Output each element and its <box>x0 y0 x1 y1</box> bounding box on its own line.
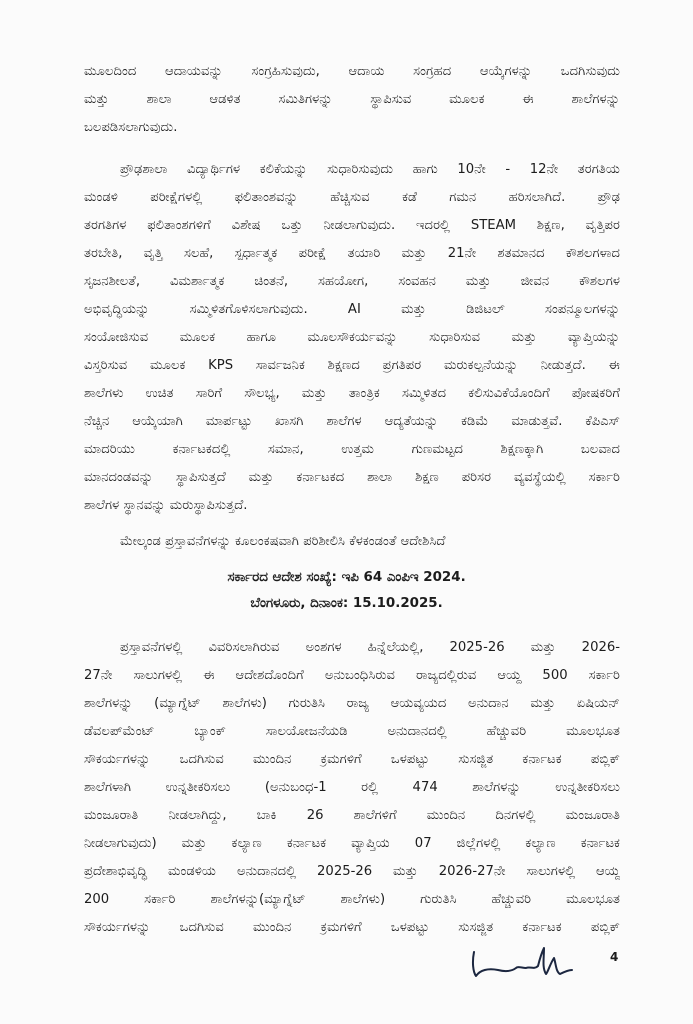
paragraph-1 <box>84 58 620 142</box>
text-line: ತರಗತಿಗಳ ಫಲಿತಾಂಶಗಳಿಗೆ ವಿಶೇಷ ಒತ್ತು ನೀಡಲಾಗುವುದು. ಇದರಲ್ಲಿ STEAM ಶಿಕ್ಷಣ, ವೃತ್ತಿಪರ <box>84 218 620 233</box>
text-line: ಮಂಜೂರಾತಿ ನೀಡಲಾಗಿದ್ದು, ಬಾಕಿ 26 ಶಾಲೆಗಳಿಗೆ ಮುಂದಿನ ದಿನಗಳಲ್ಲಿ ಮಂಜೂರಾತಿ <box>84 808 620 823</box>
text-line: 200 ಸರ್ಕಾರಿ ಶಾಲೆಗಳನ್ನು(ಮ್ಯಾಗ್ನೆಟ್ ಶಾಲೆಗಳು) ಗುರುತಿಸಿ ಹೆಚ್ಚುವರಿ ಮೂಲಭೂತ <box>84 892 620 907</box>
text-line: ಅಭಿವೃದ್ಧಿಯನ್ನು ಸಮ್ಮಿಳಿತಗೊಳಿಸಲಾಗುವುದು. AI ಮತ್ತು ಡಿಜಿಟಲ್ ಸಂಪನ್ಮೂಲಗಳನ್ನು <box>84 302 620 317</box>
text-line: ಮಂಡಳಿ ಪರೀಕ್ಷೆಗಳಲ್ಲಿ ಫಲಿತಾಂಶವನ್ನು ಹೆಚ್ಚಿಸುವ ಕಡೆ ಗಮನ ಹರಿಸಲಾಗಿದೆ. ಪ್ರೌಢ <box>84 190 620 205</box>
text-line: ಸೃಜನಶೀಲತೆ, ವಿಮರ್ಶಾತ್ಮಕ ಚಿಂತನೆ, ಸಹಯೋಗ, ಸಂವಹನ ಮತ್ತು ಜೀವನ ಕೌಶಲಗಳ <box>84 274 620 289</box>
text-line: ಶಾಲೆಗಳನ್ನು (ಮ್ಯಾಗ್ನೆಟ್ ಶಾಲೆಗಳು) ಗುರುತಿಸಿ ರಾಜ್ಯ ಆಯವ್ಯಯದ ಅನುದಾನ ಮತ್ತು ಏಷಿಯನ್ <box>84 696 620 711</box>
signature-icon <box>468 944 576 984</box>
text-line: ಡೆವಲಪ್‌ಮೆಂಟ್ ಬ್ಯಾಂಕ್ ಸಾಲಯೋಜನೆಯಡಿ ಅನುದಾನದಲ್ಲಿ ಹೆಚ್ಚುವರಿ ಮೂಲಭೂತ <box>84 724 620 739</box>
text-line: ಮೂಲದಿಂದ ಆದಾಯವನ್ನು ಸಂಗ್ರಹಿಸುವುದು, ಆದಾಯ ಸಂಗ್ರಹದ ಆಯ್ಕೆಗಳನ್ನು ಒದಗಿಸುವುದು <box>84 64 620 79</box>
text-line: ನೀಡಲಾಗುವುದು) ಮತ್ತು ಕಲ್ಯಾಣ ಕರ್ನಾಟಕ ವ್ಯಾಪ್ತಿಯ 07 ಜಿಲ್ಲೆಗಳಲ್ಲಿ ಕಲ್ಯಾಣ ಕರ್ನಾಟಕ <box>84 836 620 851</box>
order-number: ಸರ್ಕಾರದ ಆದೇಶ ಸಂಖ್ಯೆ: ಇಪಿ 64 ಎಂಪಿಇ 2024. <box>227 570 466 585</box>
text-line: ಸಂಯೋಜಿಸುವ ಮೂಲಕ ಹಾಗೂ ಮೂಲಸೌಕರ್ಯವನ್ನು ಸುಧಾರಿಸುವ ಮತ್ತು ವ್ಯಾಪ್ತಿಯನ್ನು <box>84 330 620 345</box>
paragraph-4 <box>84 634 620 942</box>
text-line: ಮೇಲ್ಕಂಡ ಪ್ರಸ್ತಾವನೆಗಳನ್ನು ಕೂಲಂಕಷವಾಗಿ ಪರಿಶೀಲಿಸಿ ಕೆಳಕಂಡಂತೆ ಆದೇಶಿಸಿದೆ <box>120 534 446 549</box>
page-number: 4 <box>610 950 619 964</box>
text-line: ಶಾಲೆಗಳಾಗಿ ಉನ್ನತೀಕರಿಸಲು (ಅನುಬಂಧ-1 ರಲ್ಲಿ 474 ಶಾಲೆಗಳನ್ನು ಉನ್ನತೀಕರಿಸಲು <box>84 780 620 795</box>
text-line: ಮಾದರಿಯು ಕರ್ನಾಟಕದಲ್ಲಿ ಸಮಾನ, ಉತ್ತಮ ಗುಣಮಟ್ಟದ ಶಿಕ್ಷಣಕ್ಕಾಗಿ ಬಲವಾದ <box>84 442 620 457</box>
text-line: ತರಬೇತಿ, ವೃತ್ತಿ ಸಲಹೆ, ಸ್ಪರ್ಧಾತ್ಮಕ ಪರೀಕ್ಷೆ ತಯಾರಿ ಮತ್ತು 21ನೇ ಶತಮಾನದ ಕೌಶಲಗಳಾದ <box>84 246 620 261</box>
place-date: ಬೆಂಗಳೂರು, ದಿನಾಂಕ: 15.10.2025. <box>250 596 443 611</box>
text-line: ಬಲಪಡಿಸಲಾಗುವುದು. <box>84 120 178 135</box>
text-line: ಸೌಕರ್ಯಗಳನ್ನು ಒದಗಿಸುವ ಮುಂದಿನ ಕ್ರಮಗಳಿಗೆ ಒಳಪಟ್ಟು ಸುಸಜ್ಜಿತ ಕರ್ನಾಟಕ ಪಬ್ಲಿಕ್ <box>84 752 620 767</box>
text-line: ಪ್ರದೇಶಾಭಿವೃದ್ಧಿ ಮಂಡಳಿಯ ಅನುದಾನದಲ್ಲಿ 2025-26 ಮತ್ತು 2026-27ನೇ ಸಾಲುಗಳಲ್ಲಿ ಆಯ್ದ <box>84 864 620 879</box>
text-line: ಸೌಕರ್ಯಗಳನ್ನು ಒದಗಿಸುವ ಮುಂದಿನ ಕ್ರಮಗಳಿಗೆ ಒಳಪಟ್ಟು ಸುಸಜ್ಜಿತ ಕರ್ನಾಟಕ ಪಬ್ಲಿಕ್ <box>84 920 620 935</box>
text-line: 27ನೇ ಸಾಲುಗಳಲ್ಲಿ ಈ ಆದೇಶದೊಂದಿಗೆ ಅನುಬಂಧಿಸಿರುವ ರಾಜ್ಯದಲ್ಲಿರುವ ಆಯ್ದ 500 ಸರ್ಕಾರಿ <box>84 668 620 683</box>
text-line: ಶಾಲೆಗಳ ಸ್ಥಾನವನ್ನು ಮರುಸ್ಥಾಪಿಸುತ್ತದೆ. <box>84 498 248 513</box>
paragraph-3 <box>84 528 620 556</box>
text-line: ಮತ್ತು ಶಾಲಾ ಆಡಳಿತ ಸಮಿತಿಗಳನ್ನು ಸ್ಥಾಪಿಸುವ ಮೂಲಕ ಈ ಶಾಲೆಗಳನ್ನು <box>84 92 620 107</box>
paragraph-2 <box>84 156 620 520</box>
text-line: ಪ್ರಸ್ತಾವನೆಗಳಲ್ಲಿ ವಿವರಿಸಲಾಗಿರುವ ಅಂಶಗಳ ಹಿನ್ನೆಲೆಯಲ್ಲಿ, 2025-26 ಮತ್ತು 2026- <box>120 640 620 655</box>
text-line: ನೆಚ್ಚಿನ ಆಯ್ಕೆಯಾಗಿ ಮಾರ್ಪಟ್ಟು ಖಾಸಗಿ ಶಾಲೆಗಳ ಆದ್ಯತೆಯನ್ನು ಕಡಿಮೆ ಮಾಡುತ್ತವೆ. ಕೆಪಿಎಸ್ <box>84 414 620 429</box>
text-line: ಶಾಲೆಗಳು ಉಚಿತ ಸಾರಿಗೆ ಸೌಲಭ್ಯ, ಮತ್ತು ತಾಂತ್ರಿಕ ಸಮ್ಮಿಳಿತದ ಕಲಿಸುವಿಕೆಯೊಂದಿಗೆ ಪೋಷಕರಿಗೆ <box>84 386 620 401</box>
text-line: ವಿಸ್ತರಿಸುವ ಮೂಲಕ KPS ಸಾರ್ವಜನಿಕ ಶಿಕ್ಷಣದ ಪ್ರಗತಿಪರ ಮರುಕಲ್ಪನೆಯನ್ನು ನೀಡುತ್ತದೆ. ಈ <box>84 358 620 373</box>
text-line: ಪ್ರೌಢಶಾಲಾ ವಿದ್ಯಾರ್ಥಿಗಳ ಕಲಿಕೆಯನ್ನು ಸುಧಾರಿಸುವುದು ಹಾಗು 10ನೇ - 12ನೇ ತರಗತಿಯ <box>120 162 620 177</box>
text-line: ಮಾನದಂಡವನ್ನು ಸ್ಥಾಪಿಸುತ್ತದೆ ಮತ್ತು ಕರ್ನಾಟಕದ ಶಾಲಾ ಶಿಕ್ಷಣ ಪರಿಸರ ವ್ಯವಸ್ಥೆಯಲ್ಲಿ ಸರ್ಕಾರಿ <box>84 470 620 485</box>
